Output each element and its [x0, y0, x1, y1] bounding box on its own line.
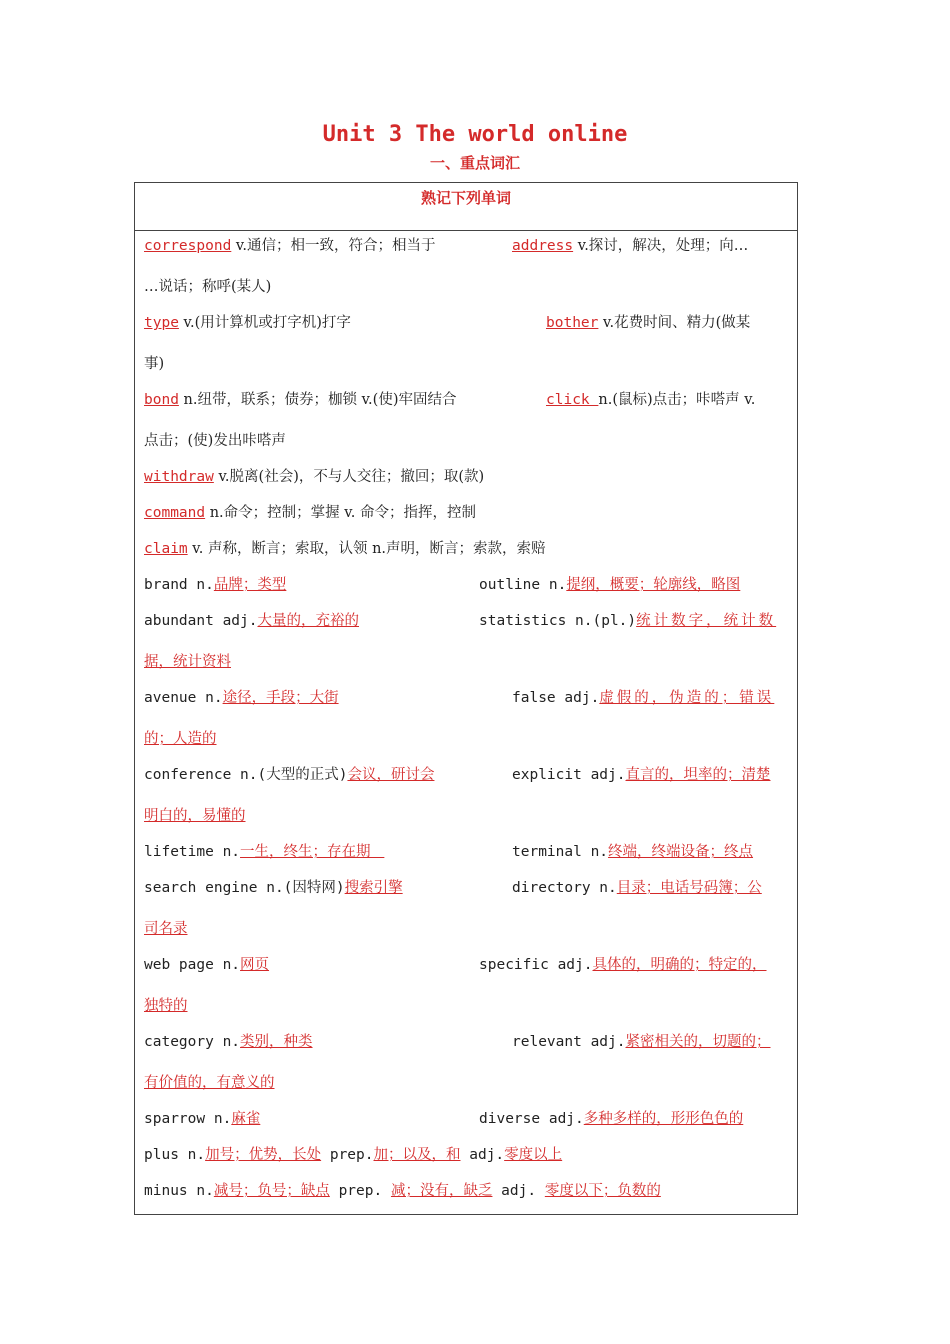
vocab-entry-plus: [144, 1145, 562, 1165]
word: statistics n.(pl.): [479, 613, 637, 629]
word: claim: [144, 541, 188, 557]
answer: 类别，种类: [240, 1034, 313, 1050]
word: minus n.: [144, 1183, 214, 1199]
word: bother: [546, 315, 599, 331]
word: avenue n.: [144, 690, 223, 706]
vocab-entry-terminal: [512, 842, 753, 862]
word: conference n.(大型的正式): [144, 767, 348, 783]
vocab-entry-bother: [546, 313, 750, 333]
pos-label: prep.: [329, 1183, 391, 1199]
word: web page n.: [144, 957, 241, 973]
word: false adj.: [512, 690, 600, 706]
definition: n.纽带，联系；债券；枷锁 v.(使)牢固结合: [178, 392, 457, 408]
word: directory n.: [512, 880, 617, 896]
pos-label: prep.: [321, 1147, 374, 1163]
vocab-entry-withdraw: [144, 467, 484, 487]
word: withdraw: [144, 469, 214, 485]
answer: 麻雀: [231, 1111, 261, 1127]
answer: 加号；优势，长处: [205, 1147, 322, 1163]
pos-label: adj.: [492, 1183, 545, 1199]
answer: 途径，手段；大街: [222, 690, 339, 706]
answer: 虚假的，伪造的；错误: [599, 690, 775, 706]
vocab-entry-relevant: [512, 1032, 771, 1052]
word: command: [144, 505, 206, 521]
word: type: [144, 315, 179, 331]
vocab-entry-outline: [479, 575, 740, 595]
answer: 大量的，充裕的: [257, 613, 359, 629]
answer: 直言的，坦率的；清楚: [625, 767, 771, 783]
answer-continued: 的；人造的: [144, 731, 217, 747]
answer-continued: 司名录: [144, 921, 188, 937]
word: specific adj.: [479, 957, 593, 973]
word: plus n.: [144, 1147, 206, 1163]
vocab-entry-avenue: [144, 688, 339, 708]
vocab-entry-brand: [144, 575, 286, 595]
vocab-entry-search-engine: [144, 878, 403, 898]
answer-continued: 有价值的，有意义的: [144, 1075, 275, 1091]
word: category n.: [144, 1034, 241, 1050]
word: explicit adj.: [512, 767, 626, 783]
vocab-entry-correspond: [144, 236, 436, 256]
vocab-entry-explicit: [512, 765, 771, 785]
answer: 会议，研讨会: [347, 767, 435, 783]
definition: n.(鼠标)点击；咔嗒声 v.: [598, 392, 756, 408]
answer: 零度以下；负数的: [544, 1183, 661, 1199]
answer: 网页: [240, 957, 270, 973]
vocab-entry-specific: [479, 955, 767, 975]
word: lifetime n.: [144, 844, 241, 860]
word: click: [546, 392, 599, 408]
word: sparrow n.: [144, 1111, 232, 1127]
word: search engine n.(因特网): [144, 880, 345, 896]
answer: 紧密相关的，切题的；: [625, 1034, 771, 1050]
vocab-entry-sparrow: [144, 1109, 260, 1129]
word: correspond: [144, 238, 232, 254]
word: brand n.: [144, 577, 214, 593]
vocab-entry-conference: [144, 765, 434, 785]
word: abundant adj.: [144, 613, 258, 629]
answer: 提纲，概要；轮廓线，略图: [566, 577, 741, 593]
definition: v. 声称，断言；索取，认领 n.声明，断言；索款，索赔: [187, 541, 546, 557]
vocab-entry-type: [144, 313, 351, 333]
vocab-entry-category: [144, 1032, 313, 1052]
answer-continued: 明白的，易懂的: [144, 808, 246, 824]
answer: 统计数字，统计数: [636, 613, 777, 629]
answer: 具体的，明确的；特定的，: [592, 957, 767, 973]
vocab-entry-lifetime: [144, 842, 384, 862]
word: diverse adj.: [479, 1111, 584, 1127]
vocab-entry-address: [512, 236, 748, 256]
word: address: [512, 238, 574, 254]
word: bond: [144, 392, 179, 408]
word: relevant adj.: [512, 1034, 626, 1050]
vocab-entry-false: [512, 688, 774, 708]
vocab-entry-web-page: [144, 955, 269, 975]
answer: 一生，终生；存在期: [240, 844, 385, 860]
definition: v.通信；相一致，符合；相当于: [231, 238, 436, 254]
answer-continued: 独特的: [144, 998, 188, 1014]
vocab-entry-abundant: [144, 611, 359, 631]
vocab-entry-minus: [144, 1181, 661, 1201]
word: outline n.: [479, 577, 567, 593]
vocab-entry-click: [546, 390, 755, 410]
definition: v.脱离(社会)，不与人交往；撤回；取(款): [213, 469, 485, 485]
answer: 加；以及，和: [373, 1147, 461, 1163]
answer: 终端，终端设备；终点: [608, 844, 754, 860]
table-caption: 熟记下列单词: [135, 183, 797, 231]
vocab-entry-command: [144, 503, 476, 523]
definition-continued: 事): [144, 356, 165, 372]
answer: 零度以上: [504, 1147, 563, 1163]
section-heading: 一、重点词汇: [429, 154, 520, 172]
pos-label: adj.: [460, 1147, 505, 1163]
answer: 减；没有，缺乏: [390, 1183, 493, 1199]
vocab-entry-claim: [144, 539, 546, 559]
definition: v.探讨，解决，处理；向…: [573, 238, 749, 254]
vocab-entry-statistics: [479, 611, 776, 631]
definition-continued: …说话；称呼(某人): [144, 279, 272, 295]
definition: v.(用计算机或打字机)打字: [178, 315, 351, 331]
word: terminal n.: [512, 844, 609, 860]
answer: 搜索引擎: [344, 880, 403, 896]
answer: 多种多样的，形形色色的: [583, 1111, 744, 1127]
vocab-entry-bond: [144, 390, 456, 410]
vocab-entry-directory: [512, 878, 762, 898]
answer-continued: 据，统计资料: [144, 654, 231, 670]
answer: 减号；负号；缺点: [213, 1183, 330, 1199]
definition-continued: 点击；(使)发出咔嗒声: [144, 433, 286, 449]
vocab-entry-diverse: [479, 1109, 743, 1129]
answer: 品牌；类型: [213, 577, 287, 593]
answer: 目录；电话号码簿；公: [616, 880, 762, 896]
definition: v.花费时间、精力(做某: [598, 315, 751, 331]
definition: n.命令；控制；掌握 v. 命令；指挥，控制: [205, 505, 476, 521]
page-title: Unit 3 The world online: [322, 122, 628, 147]
